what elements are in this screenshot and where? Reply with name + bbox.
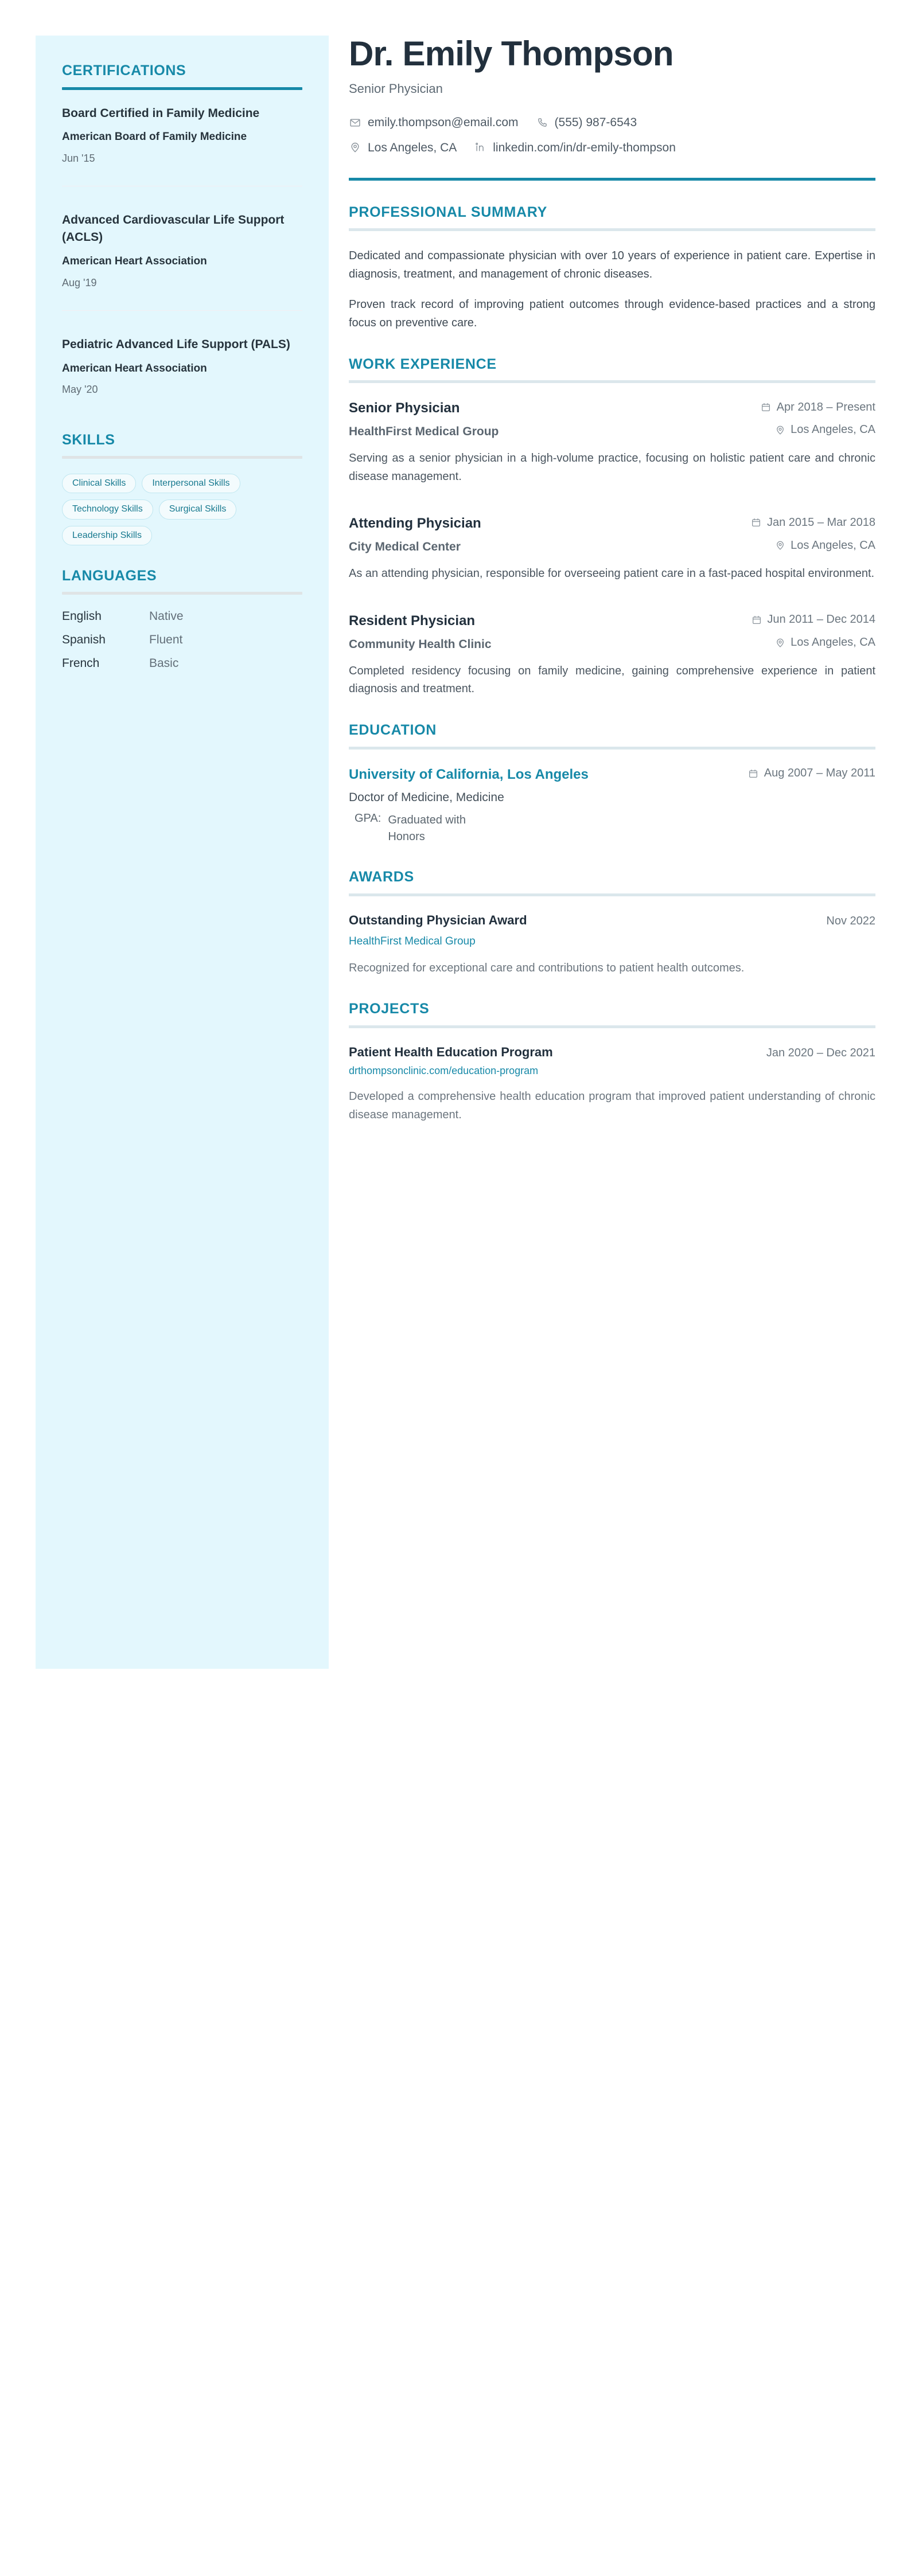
language-level: Native [149,610,184,623]
certification-item [62,105,302,171]
work-entry-title: Attending Physician [349,516,481,532]
language-level: Basic [149,657,179,670]
work-entry-description: Serving as a senior physician in a high-volume practice, focusing on holistic patient care and chronic disease management. [349,452,875,483]
education-gpa-row [349,812,875,845]
award-description: Recognized for exceptional care and contributions to patient health outcomes. [349,961,745,974]
certification-divider [62,310,302,311]
work-entry-company: City Medical Center [349,540,461,553]
education-dates-text: Aug 2007 – May 2011 [764,767,875,780]
contact-email[interactable] [349,115,519,130]
project-url[interactable]: drthompsonclinic.com/education-program [349,1064,539,1076]
linkedin-icon [474,141,486,154]
language-name: Spanish [62,633,106,647]
map-pin-icon [774,637,785,648]
education-entry [349,766,875,845]
skill-chip[interactable]: Technology Skills [62,499,153,519]
map-pin-icon [774,424,785,435]
language-name: English [62,610,102,623]
section-projects [349,1001,875,1124]
certifications-rule [62,87,302,90]
certifications-heading: CERTIFICATIONS [62,63,186,79]
skill-chip[interactable]: Surgical Skills [159,499,237,519]
contact-location-text: Los Angeles, CA [368,140,457,154]
work-entry-title: Resident Physician [349,612,476,629]
section-education [349,723,875,845]
skills-chip-list [62,474,302,545]
work-entry-location-text: Los Angeles, CA [791,538,875,552]
certification-date: May '20 [62,384,98,396]
resume-header [349,36,875,181]
calendar-icon [761,402,772,413]
work-entry [349,514,875,583]
work-entry-location-text: Los Angeles, CA [791,636,875,649]
education-degree: Doctor of Medicine, Medicine [349,790,504,804]
certification-title: Advanced Cardiovascular Life Support (ACLS) [62,213,285,244]
work-entry [349,399,875,486]
project-dates: Jan 2020 – Dec 2021 [766,1046,875,1059]
language-row [62,633,302,647]
work-entry-dates [751,516,875,529]
skills-heading: SKILLS [62,431,115,448]
work-entry-company: HealthFirst Medical Group [349,424,499,438]
education-rule [349,747,875,750]
calendar-icon [751,517,762,528]
work-entry-description: As an attending physician, responsible for overseeing patient care in a fast-paced hospital environment. [349,567,875,580]
candidate-job-title: Senior Physician [349,81,443,96]
section-professional-summary [349,205,875,333]
candidate-name: Dr. Emily Thompson [349,34,673,73]
contact-email-text: emily.thompson@email.com [368,116,519,130]
education-heading: EDUCATION [349,722,437,739]
work-entry-title-row [349,612,875,630]
education-school[interactable]: University of California, Los Angeles [349,766,589,782]
award-entry-title-row [349,912,875,929]
envelope-icon [349,116,361,129]
section-work-experience [349,357,875,698]
contact-phone[interactable] [536,115,637,130]
award-title: Outstanding Physician Award [349,912,527,927]
work-entry-title-row [349,399,875,417]
award-issuer[interactable]: HealthFirst Medical Group [349,935,476,948]
education-gpa-label: GPA: [355,812,381,825]
work-entry [349,612,875,698]
work-experience-heading: WORK EXPERIENCE [349,356,497,372]
work-entry-dates-text: Jan 2015 – Mar 2018 [766,516,875,529]
education-dates [748,767,875,780]
summary-paragraph: Proven track record of improving patient outcomes through evidence-based practices and a strong focus on preventive care. [349,298,875,330]
work-experience-rule [349,380,875,383]
languages-list [62,610,302,670]
contact-row-secondary [349,140,875,155]
certification-issuer: American Heart Association [62,255,207,267]
work-entry-location [774,423,875,436]
work-entry-title: Senior Physician [349,400,460,416]
certification-date: Aug '19 [62,276,97,288]
language-row [62,610,302,623]
main-column [329,36,911,1124]
contact-row-primary [349,115,875,130]
awards-heading: AWARDS [349,869,414,885]
work-entry-location [774,539,875,552]
project-title: Patient Health Education Program [349,1044,553,1059]
sidebar-section-languages [62,568,302,671]
project-entry-title-row [349,1044,875,1061]
work-entry-dates [751,613,875,626]
certification-item [62,336,302,403]
work-entry-dates-text: Jun 2011 – Dec 2014 [767,613,875,626]
skill-chip[interactable]: Leadership Skills [62,526,152,545]
language-level: Fluent [149,633,183,647]
contact-phone-text: (555) 987-6543 [554,116,637,130]
certification-issuer: American Heart Association [62,362,207,374]
sidebar [36,36,329,1669]
summary-heading: PROFESSIONAL SUMMARY [349,204,547,220]
work-entry-location [774,636,875,649]
contact-linkedin[interactable] [474,140,676,155]
work-entry-company-row [349,423,875,439]
certification-item [62,212,302,295]
project-description: Developed a comprehensive health education program that improved patient understanding of chronic disease management. [349,1090,875,1121]
map-pin-icon [349,141,361,154]
summary-rule [349,228,875,231]
map-pin-icon [774,540,785,551]
projects-heading: PROJECTS [349,1001,430,1017]
calendar-icon [751,614,762,625]
sidebar-section-skills [62,432,302,545]
languages-rule [62,592,302,595]
resume-layout [0,36,911,1669]
education-entry-title-row [349,766,875,783]
projects-rule [349,1025,875,1028]
contact-linkedin-text: linkedin.com/in/dr-emily-thompson [493,140,676,154]
certification-date: Jun '15 [62,152,95,164]
work-entry-company-row [349,636,875,652]
project-entry [349,1044,875,1124]
award-date: Nov 2022 [826,914,875,927]
section-awards [349,869,875,977]
award-entry [349,912,875,978]
header-divider [349,178,875,181]
work-entry-company-row [349,539,875,555]
languages-heading: LANGUAGES [62,567,157,584]
certification-title: Pediatric Advanced Life Support (PALS) [62,337,290,351]
skills-rule [62,456,302,459]
awards-rule [349,893,875,896]
summary-paragraph: Dedicated and compassionate physician with over 10 years of experience in patient care. Expertise in diagnosis, treatment, and management of chronic diseases. [349,249,875,280]
certification-title: Board Certified in Family Medicine [62,106,260,120]
skill-chip[interactable]: Interpersonal Skills [142,474,240,493]
work-entry-description: Completed residency focusing on family medicine, gaining comprehensive experience in patient diagnosis and treatment. [349,664,875,696]
language-name: French [62,657,100,670]
work-entry-title-row [349,514,875,532]
work-entry-company: Community Health Clinic [349,637,492,651]
contact-location [349,140,457,155]
work-entry-location-text: Los Angeles, CA [791,423,875,436]
phone-icon [536,116,548,129]
work-entry-dates [761,401,875,414]
certification-issuer: American Board of Family Medicine [62,131,247,143]
skill-chip[interactable]: Clinical Skills [62,474,136,493]
language-row [62,657,302,670]
sidebar-section-certifications [62,63,302,403]
work-entry-dates-text: Apr 2018 – Present [776,400,875,413]
education-gpa-value: Graduated with Honors [388,814,466,844]
calendar-icon [748,768,759,779]
